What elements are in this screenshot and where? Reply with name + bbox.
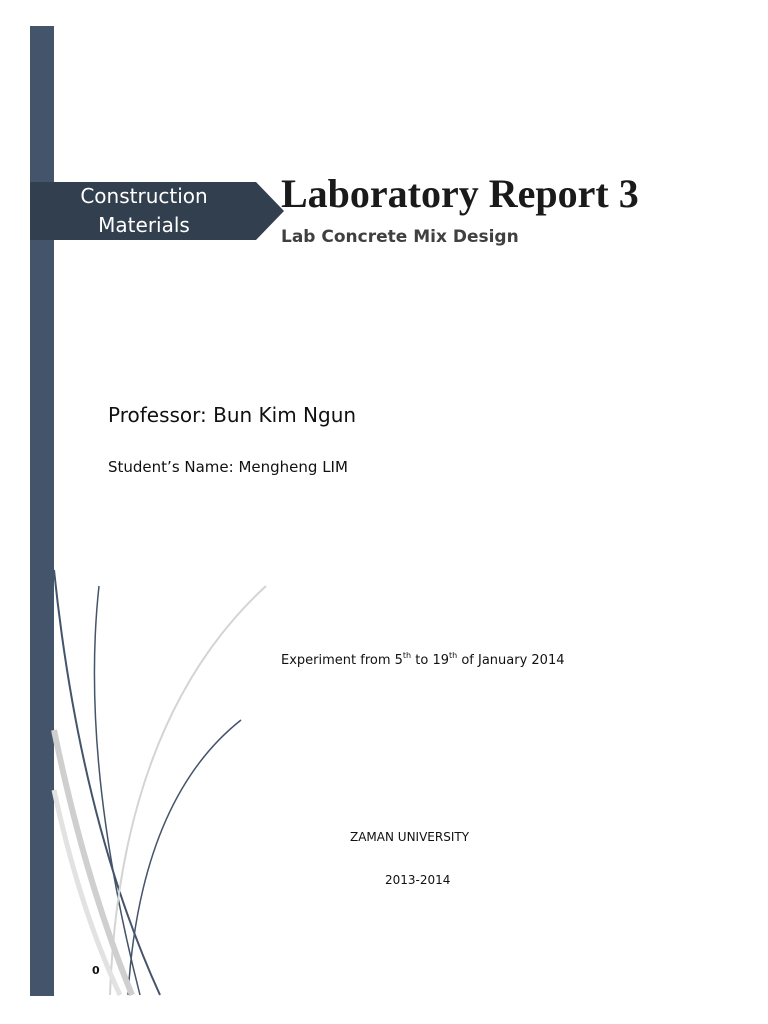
experiment-sup-1: th bbox=[402, 650, 412, 660]
experiment-suffix: of January 2014 bbox=[457, 653, 565, 668]
experiment-dates bbox=[281, 650, 565, 672]
course-name: Construction Materials bbox=[80, 184, 208, 237]
experiment-sup-2: th bbox=[448, 650, 458, 660]
academic-years: 2013-2014 bbox=[385, 873, 451, 887]
experiment-prefix: Experiment from 5 bbox=[281, 653, 403, 668]
university-name: ZAMAN UNIVERSITY bbox=[350, 830, 470, 844]
professor-name: Professor: Bun Kim Ngun bbox=[108, 403, 357, 427]
report-subtitle: Lab Concrete Mix Design bbox=[281, 227, 519, 247]
report-title: Laboratory Report 3 bbox=[281, 171, 639, 216]
experiment-middle: to 19 bbox=[411, 653, 449, 668]
student-name: Student’s Name: Mengheng LIM bbox=[108, 458, 348, 476]
page-number: 0 bbox=[92, 964, 100, 977]
